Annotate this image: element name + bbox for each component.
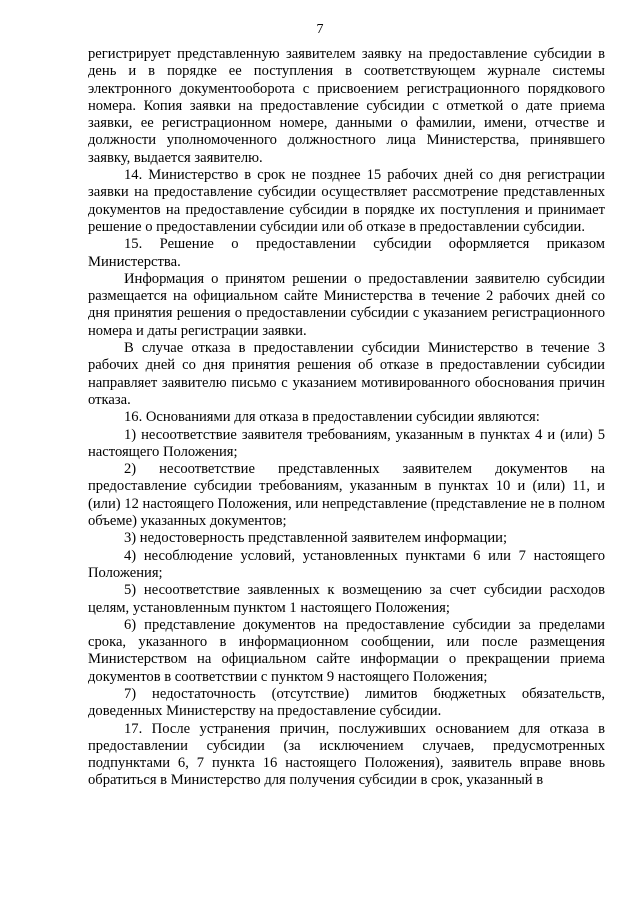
list-item-6: 6) представление документов на предоставление субсидии за пределами срока, указанного в информационном сообщении, или после размещения Министерством на официальном сайте информации о прекращении приема документов в соответствии с пунктом 9 настоящего Положения; — [88, 616, 605, 685]
page-number: 7 — [316, 22, 324, 37]
list-item-2: 2) несоответствие представленных заявителем документов на предоставление субсидии требованиям, указанным в пунктах 10 и (или) 11, и (или) 12 настоящего Положения, или непредставление (представление не в полном объеме) указанных документов; — [88, 461, 605, 530]
paragraph-15: 15. Решение о предоставлении субсидии оформляется приказом Министерства. — [88, 236, 605, 270]
list-item-4: 4) несоблюдение условий, установленных пунктами 6 или 7 настоящего Положения; — [88, 547, 605, 581]
paragraph-continuation: регистрирует представленную заявителем заявку на предоставление субсидии в день и в порядке ее поступления в соответствующем журнале системы электронного документооборота с присвоением регистрационного порядкового номера. Копия заявки на предоставление субсидии с отметкой о дате приема заявки, ее регистрационном номере, данными о фамилии, имени, отчестве и должности уполномоченного должностного лица Министерства, принявшего заявку, выдается заявителю. — [88, 46, 605, 166]
paragraph-info-publication: Информация о принятом решении о предоставлении заявителю субсидии размещается на официальном сайте Министерства в течение 2 рабочих дней со дня принятия решения о предоставлении субсидии с указанием регистрационного номера и даты регистрации заявки. — [88, 270, 605, 339]
list-item-1: 1) несоответствие заявителя требованиям, указанным в пунктах 4 и (или) 5 настоящего Положения; — [88, 426, 605, 460]
paragraph-17: 17. После устранения причин, послуживших основанием для отказа в предоставлении субсидии (за исключением случаев, предусмотренных подпунктами 6, 7 пункта 16 настоящего Положения), заявитель вправе вновь обратиться в Министерство для получения субсидии в срок, указанный в — [88, 720, 605, 789]
paragraph-14: 14. Министерство в срок не позднее 15 рабочих дней со дня регистрации заявки на предоставление субсидии осуществляет рассмотрение представленных документов на предоставление субсидии в порядке их поступления и принимает решение о предоставлении субсидии или об отказе в предоставлении субсидии. — [88, 167, 605, 235]
list-item-7: 7) недостаточность (отсутствие) лимитов бюджетных обязательств, доведенных Министерству на предоставление субсидии. — [88, 685, 605, 720]
paragraph-16: 16. Основаниями для отказа в предоставлении субсидии являются: — [124, 409, 540, 426]
paragraph-refusal-notice: В случае отказа в предоставлении субсидии Министерство в течение 3 рабочих дней со дня принятия решения об отказе в предоставлении субсидии направляет заявителю письмо с указанием мотивированного обоснования причин отказа. — [88, 340, 605, 408]
list-item-5: 5) несоответствие заявленных к возмещению за счет субсидии расходов целям, установленным пунктом 1 настоящего Положения; — [88, 582, 605, 616]
document-body — [88, 46, 605, 790]
list-item-3: 3) недостоверность представленной заявителем информации; — [124, 530, 508, 547]
